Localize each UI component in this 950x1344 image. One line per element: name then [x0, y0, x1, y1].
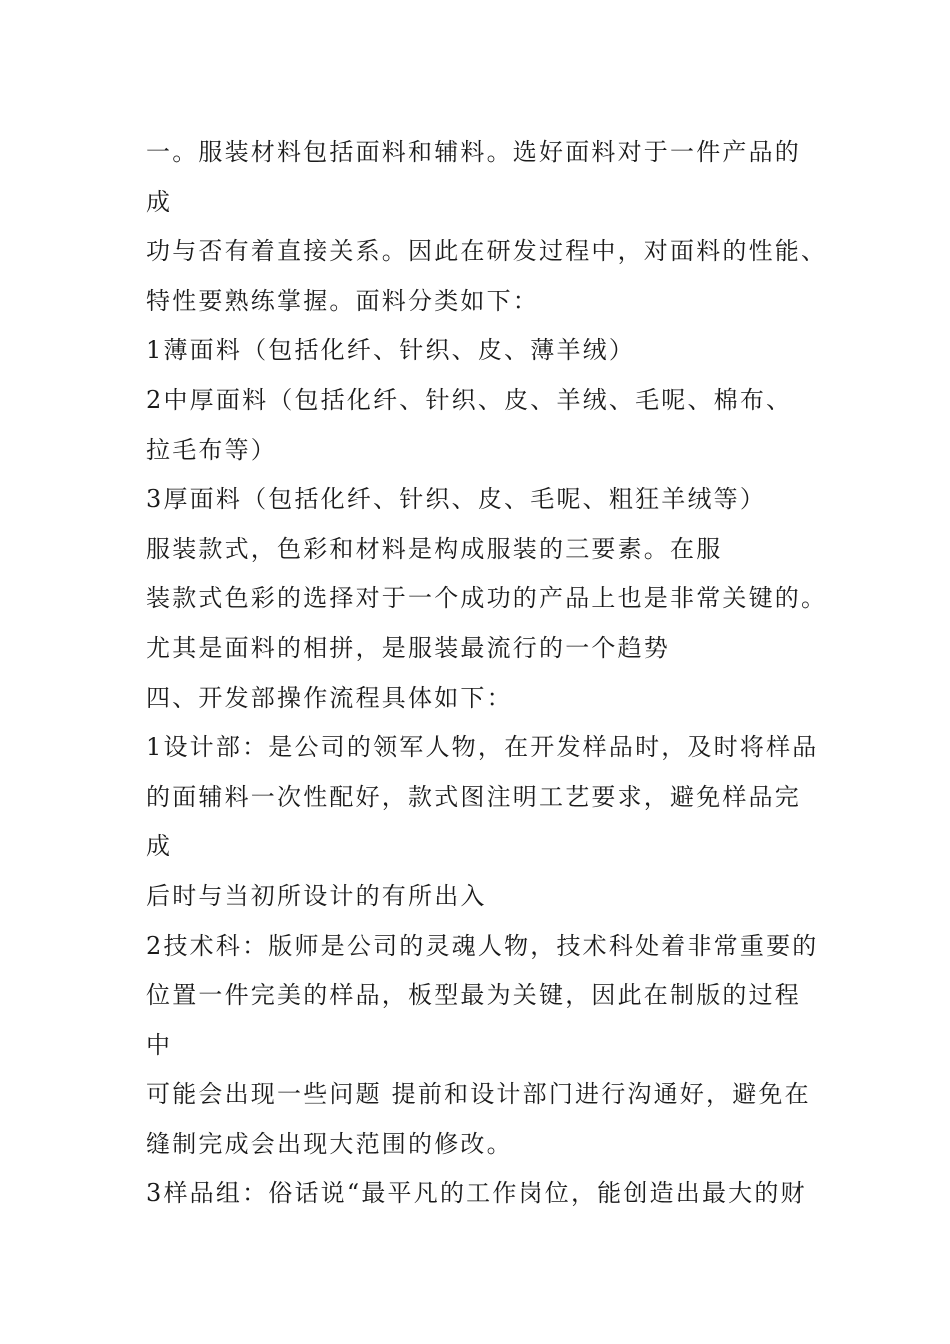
text-line: 2中厚面料（包括化纤、针织、皮、羊绒、毛呢、棉布、 [146, 385, 793, 414]
text-line: 中 [146, 1030, 173, 1059]
text-line: 位置一件完美的样品，板型最为关键，因此在制版的过程 [146, 981, 801, 1010]
text-line: 装款式色彩的选择对于一个成功的产品上也是非常关键的。 [146, 584, 828, 613]
text-line: 1薄面料（包括化纤、针织、皮、薄羊绒） [146, 336, 636, 365]
text-line: 拉毛布等） [146, 435, 277, 464]
text-line: 一。服装材料包括面料和辅料。选好面料对于一件产品的 [146, 138, 801, 166]
text-line: 成 [146, 832, 173, 861]
document-body [146, 128, 826, 1219]
text-line: 可能会出现一些问题 提前和设计部门进行沟通好，避免在 [146, 1080, 811, 1109]
text-line: 功与否有着直接关系。因此在研发过程中，对面料的性能、 [146, 237, 828, 266]
text-line: 成 [146, 187, 173, 216]
text-line: 的面辅料一次性配好，款式图注明工艺要求，避免样品完 [146, 782, 801, 811]
text-line: 特性要熟练掌握。面料分类如下： [146, 286, 539, 315]
text-line: 尤其是面料的相拼，是服装最流行的一个趋势 [146, 633, 670, 662]
text-line: 后时与当初所设计的有所出入 [146, 881, 487, 910]
text-line: 2技术科：版师是公司的灵魂人物，技术科处着非常重要的 [146, 931, 819, 960]
section-heading: 四、开发部操作流程具体如下： [146, 683, 513, 712]
text-line: 服装款式，色彩和材料是构成服装的三要素。在服 [146, 534, 723, 563]
text-line: 缝制完成会出现大范围的修改。 [146, 1129, 513, 1158]
text-line: 3厚面料（包括化纤、针织、皮、毛呢、粗狂羊绒等） [146, 485, 767, 514]
text-line: 3样品组：俗话说“最平凡的工作岗位，能创造出最大的财 [146, 1179, 807, 1208]
text-line: 1设计部：是公司的领军人物，在开发样品时，及时将样品 [146, 733, 819, 762]
